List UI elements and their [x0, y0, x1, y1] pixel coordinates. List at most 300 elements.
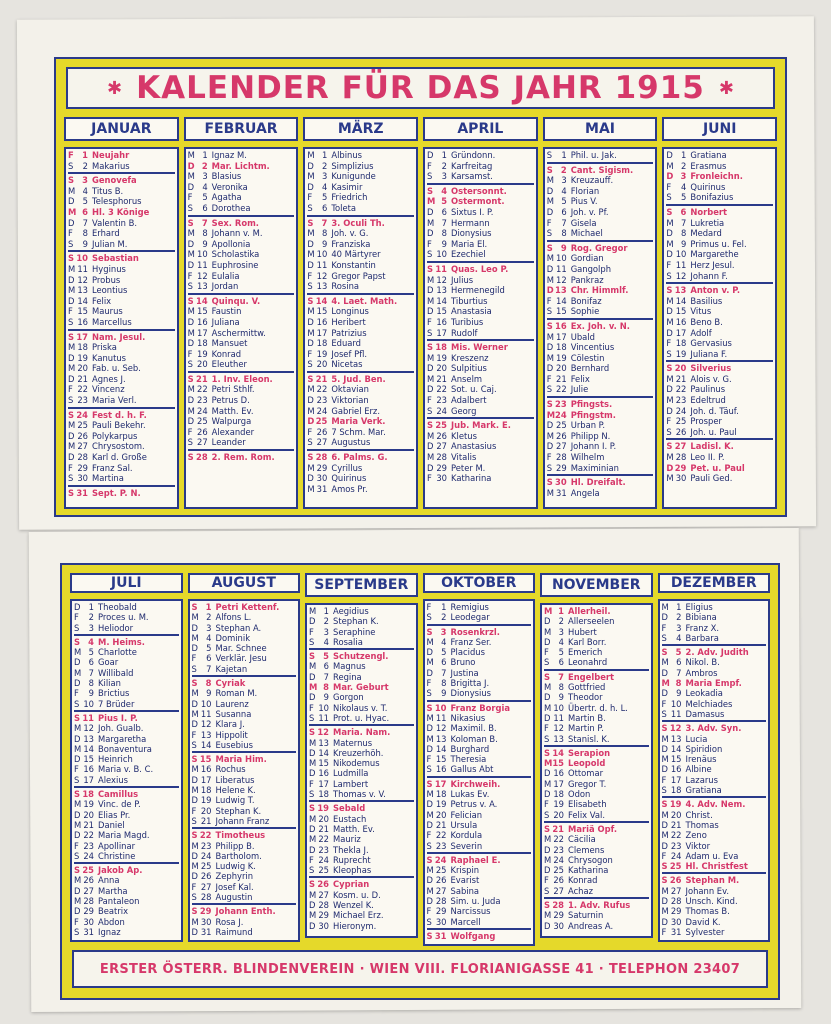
day-row: [74, 754, 179, 764]
week-block: [666, 285, 773, 362]
weekday-letter: M: [309, 682, 318, 693]
months-row-bottom: [70, 573, 770, 941]
day-number: 5: [206, 643, 212, 654]
saint-name: Stephan A.: [215, 622, 262, 633]
day-number: 18: [556, 342, 567, 353]
day-row: [192, 892, 297, 902]
weekday-letter: D: [546, 185, 554, 196]
weekday-letter: D: [309, 900, 316, 911]
day-number: 28: [83, 896, 94, 907]
day-number: 17: [553, 778, 564, 789]
saint-name: Felix Val.: [568, 809, 605, 820]
day-number: 25: [675, 416, 687, 427]
saint-name: Konstantin: [331, 259, 376, 270]
weekday-letter: D: [191, 795, 198, 806]
saint-name: Allerheil.: [568, 606, 611, 616]
day-row: [427, 713, 532, 723]
day-row: [666, 161, 773, 172]
weekday-letter: S: [187, 359, 193, 370]
day-number: 24: [436, 405, 448, 416]
day-row: [427, 420, 534, 431]
saint-name: Thomas B.: [685, 906, 730, 917]
day-number: 9: [82, 238, 88, 249]
day-row: [74, 820, 179, 830]
weekday-letter: S: [546, 306, 553, 317]
day-row: [192, 841, 297, 851]
day-number: 26: [435, 875, 447, 886]
saint-name: Ottomar: [568, 768, 604, 779]
week-block: [188, 374, 295, 451]
saint-name: Kreuzauff.: [570, 175, 614, 186]
day-row: [309, 661, 414, 671]
day-number: 20: [77, 363, 88, 374]
month-column: [188, 573, 301, 938]
day-number: 2: [681, 160, 687, 171]
day-number: 22: [197, 384, 208, 395]
weekday-letter: M: [74, 743, 82, 754]
weekday-letter: D: [74, 809, 81, 820]
day-row: [309, 834, 414, 844]
weekday-letter: S: [666, 441, 673, 452]
day-row: [544, 834, 649, 844]
day-number: 22: [436, 384, 448, 395]
day-row: [427, 161, 534, 172]
weekday-letter: S: [187, 373, 194, 384]
saint-name: 6. Palms. G.: [331, 452, 388, 463]
day-row: [309, 921, 414, 931]
saint-name: Sylvester: [685, 926, 725, 937]
day-number: 3: [561, 175, 567, 186]
day-row: [74, 875, 179, 885]
weekday-letter: M: [309, 834, 317, 845]
week-block: [427, 931, 532, 942]
saint-name: Angela: [570, 487, 600, 498]
saint-name: Aegidius: [333, 606, 369, 616]
saint-name: Makarius: [92, 160, 130, 171]
day-row: [427, 328, 534, 339]
saint-name: Martin B.: [568, 712, 606, 723]
day-number: 19: [200, 795, 212, 806]
week-block: [188, 452, 295, 464]
weekday-letter: D: [544, 865, 551, 876]
weekday-letter: M: [426, 712, 434, 723]
weekday-letter: S: [187, 437, 193, 448]
day-number: 3: [322, 171, 328, 182]
month-column: [540, 573, 653, 938]
weekday-letter: S: [187, 217, 194, 228]
day-number: 21: [670, 819, 682, 830]
day-number: 18: [670, 785, 682, 796]
day-row: [427, 207, 534, 218]
day-number: 15: [675, 306, 687, 317]
weekday-letter: F: [426, 602, 432, 612]
day-number: 17: [670, 774, 682, 785]
day-row: [74, 927, 179, 937]
saint-name: Philipp B.: [215, 840, 255, 851]
saint-name: Nikol. B.: [685, 657, 720, 668]
day-row: [666, 473, 773, 484]
week-block: [662, 723, 767, 798]
weekday-letter: S: [666, 426, 672, 437]
week-block: [192, 906, 297, 938]
weekday-letter: D: [426, 667, 433, 678]
day-row: [427, 810, 532, 820]
day-number: 19: [675, 348, 687, 359]
day-number: 26: [317, 879, 329, 890]
saint-name: Bernhard: [570, 363, 610, 374]
saint-name: Johann Enth.: [215, 906, 276, 917]
week-block: [544, 748, 649, 823]
week-block: [68, 175, 175, 252]
day-row: [309, 768, 414, 778]
day-number: 22: [435, 830, 447, 841]
saint-name: Valentin B.: [92, 217, 137, 228]
weekday-letter: M: [307, 384, 315, 395]
saint-name: Sabina: [450, 885, 480, 896]
week-block: [307, 296, 414, 373]
weekday-letter: D: [187, 395, 195, 406]
day-row: [547, 488, 654, 499]
day-row: [188, 328, 295, 339]
day-number: 6: [441, 657, 447, 668]
weekday-letter: S: [546, 228, 553, 239]
saint-name: Bonifaz: [570, 295, 602, 306]
weekday-letter: M: [187, 150, 195, 160]
day-row: [307, 281, 414, 292]
day-row: [74, 647, 179, 657]
saint-name: 3. Oculi Th.: [331, 217, 385, 228]
day-row: [427, 917, 532, 927]
day-number: 14: [315, 295, 328, 306]
saint-name: Mar. Schnee: [215, 643, 267, 654]
weekday-letter: S: [187, 281, 193, 292]
day-number: 4: [681, 181, 687, 192]
day-row: [427, 668, 532, 678]
day-number: 26: [436, 430, 448, 441]
day-number: 27: [553, 885, 564, 896]
day-number: 26: [556, 430, 567, 441]
weekday-letter: S: [661, 799, 668, 810]
day-row: [666, 328, 773, 339]
saint-name: Melchiades: [685, 698, 733, 709]
saint-name: Augustus: [331, 437, 371, 448]
saint-name: Anselm: [451, 373, 483, 384]
day-number: 10: [556, 253, 567, 264]
month-days: [423, 147, 538, 509]
day-number: 22: [556, 384, 567, 395]
saint-name: Johann Franz: [215, 815, 270, 826]
saint-name: Eulalia: [211, 270, 240, 281]
day-row: [544, 810, 649, 820]
saint-name: Johann F.: [690, 270, 728, 281]
weekday-letter: M: [544, 702, 552, 713]
saint-name: Pfingstm.: [570, 409, 616, 420]
day-number: 11: [553, 712, 564, 723]
day-number: 10: [436, 249, 448, 260]
weekday-letter: M: [544, 626, 552, 637]
day-number: 17: [675, 327, 687, 338]
weekday-letter: F: [74, 688, 79, 699]
weekday-letter: M: [191, 688, 199, 699]
day-row: [68, 228, 175, 239]
day-number: 27: [556, 441, 567, 452]
weekday-letter: D: [309, 823, 316, 834]
saint-name: 1. Inv. Eleon.: [211, 373, 273, 384]
saint-name: Prot. u. Hyac.: [333, 712, 390, 723]
day-number: 2: [676, 612, 682, 623]
saint-name: Leontius: [92, 285, 128, 296]
saint-name: Stephan K.: [333, 616, 379, 627]
day-row: [544, 855, 649, 865]
day-number: 21: [556, 373, 567, 384]
weekday-letter: S: [426, 916, 432, 927]
day-number: 1: [88, 602, 94, 612]
day-row: [188, 281, 295, 292]
saint-name: Ruprecht: [333, 854, 371, 865]
day-number: 16: [555, 320, 567, 331]
day-number: 28: [315, 452, 328, 463]
day-number: 2: [441, 160, 448, 171]
day-row: [666, 296, 773, 307]
weekday-letter: F: [68, 462, 73, 473]
day-number: 26: [197, 426, 208, 437]
weekday-letter: F: [309, 626, 314, 637]
month-name: MAI: [543, 117, 658, 141]
weekday-letter: S: [309, 712, 315, 723]
day-number: 9: [206, 688, 212, 699]
day-number: 13: [318, 737, 329, 748]
day-row: [309, 824, 414, 834]
weekday-letter: D: [187, 160, 195, 171]
day-row: [662, 917, 767, 927]
day-row: [192, 871, 297, 881]
day-row: [188, 406, 295, 417]
day-number: 4: [88, 636, 94, 647]
day-row: [307, 463, 414, 474]
day-number: 25: [82, 865, 94, 876]
day-row: [74, 668, 179, 678]
day-number: 2: [82, 160, 88, 171]
day-row: [427, 239, 534, 250]
day-row: [188, 171, 295, 182]
weekday-letter: M: [546, 430, 554, 441]
saint-name: Theresia: [450, 754, 487, 765]
day-number: 20: [83, 809, 94, 820]
day-number: 20: [674, 363, 687, 374]
saint-name: Proces u. M.: [98, 612, 149, 623]
day-row: [427, 896, 532, 906]
day-row: [662, 668, 767, 678]
day-number: 16: [670, 764, 682, 775]
day-number: 13: [435, 733, 447, 744]
weekday-letter: D: [544, 768, 551, 779]
day-number: 15: [316, 306, 328, 317]
day-row: [68, 275, 175, 286]
day-row: [427, 754, 532, 764]
weekday-letter: D: [426, 743, 433, 754]
day-number: 12: [556, 274, 567, 285]
day-number: 1: [205, 602, 212, 612]
day-row: [309, 890, 414, 900]
saint-name: Johann I. P.: [570, 441, 617, 452]
day-row: [544, 734, 649, 744]
day-row: [427, 886, 532, 896]
saint-name: Dionysius: [451, 228, 492, 239]
saint-name: Timotheus: [215, 830, 266, 841]
weekday-letter: F: [426, 830, 432, 841]
day-row: [192, 795, 297, 805]
day-row: [74, 657, 179, 667]
day-number: 30: [200, 916, 212, 927]
day-number: 4: [202, 181, 208, 192]
day-row: [74, 764, 179, 774]
saint-name: Euphrosine: [211, 259, 259, 270]
month-column: [64, 117, 179, 509]
day-row: [427, 473, 534, 484]
day-row: [74, 612, 179, 622]
day-row: [547, 186, 654, 197]
day-row: [427, 296, 534, 307]
saint-name: Kasimir: [331, 181, 363, 192]
week-block: [74, 789, 179, 864]
day-number: 29: [674, 462, 687, 473]
day-number: 23: [670, 840, 682, 851]
weekday-letter: S: [187, 452, 194, 463]
weekday-letter: D: [74, 657, 81, 668]
day-row: [427, 363, 534, 374]
day-row: [309, 606, 414, 616]
day-number: 9: [202, 238, 208, 249]
weekday-letter: M: [426, 885, 434, 896]
day-number: 1: [82, 150, 88, 160]
saint-name: Karl Borr.: [568, 636, 607, 647]
day-row: [666, 384, 773, 395]
day-number: 27: [436, 441, 448, 452]
week-block: [68, 332, 175, 409]
day-number: 5: [441, 647, 447, 658]
day-number: 13: [197, 281, 208, 292]
weekday-letter: D: [307, 259, 314, 270]
day-row: [68, 488, 175, 499]
weekday-letter: S: [309, 803, 316, 814]
weekday-letter: F: [427, 395, 432, 406]
saint-name: Blasius: [211, 171, 242, 182]
weekday-letter: M: [307, 171, 315, 182]
weekday-letter: F: [68, 150, 74, 160]
saint-name: Longinus: [331, 306, 369, 317]
weekday-letter: D: [68, 352, 75, 363]
day-row: [68, 196, 175, 207]
weekday-letter: F: [666, 416, 672, 427]
day-number: 30: [316, 473, 328, 484]
day-row: [307, 203, 414, 214]
saint-name: Sim. u. Juda: [450, 896, 501, 907]
weekday-letter: S: [666, 192, 672, 203]
day-row: [74, 841, 179, 851]
day-number: 22: [199, 830, 212, 841]
weekday-letter: S: [74, 850, 80, 861]
day-row: [309, 900, 414, 910]
saint-name: Leopold: [568, 758, 606, 769]
day-row: [68, 218, 175, 229]
saint-name: Michael: [570, 228, 603, 239]
saint-name: Jordan: [211, 281, 239, 292]
saint-name: Basilius: [690, 295, 723, 306]
day-row: [192, 927, 297, 937]
week-block: [666, 441, 773, 484]
weekday-letter: D: [191, 774, 198, 785]
saint-name: Genovefa: [92, 175, 137, 186]
day-number: 8: [561, 228, 567, 239]
saint-name: Wenzel K.: [333, 900, 374, 911]
weekday-letter: M: [661, 809, 669, 820]
day-row: [427, 306, 534, 317]
weekday-letter: D: [661, 916, 668, 927]
month-name: NOVEMBER: [540, 573, 653, 597]
day-row: [427, 841, 532, 851]
day-number: 29: [318, 910, 329, 921]
saint-name: Albine: [685, 764, 712, 775]
weekday-letter: D: [68, 373, 75, 384]
weekday-letter: S: [426, 612, 432, 623]
day-row: [427, 463, 534, 474]
day-number: 5: [323, 651, 329, 662]
day-row: [662, 820, 767, 830]
weekday-letter: M: [666, 217, 674, 228]
day-row: [188, 427, 295, 438]
saint-name: Burghard: [450, 743, 490, 754]
day-row: [74, 688, 179, 698]
weekday-letter: F: [427, 316, 432, 327]
weekday-letter: S: [68, 487, 75, 498]
day-row: [188, 349, 295, 360]
weekday-letter: F: [661, 622, 667, 633]
day-number: 1: [322, 150, 328, 160]
day-row: [309, 910, 414, 920]
day-row: [427, 249, 534, 260]
saint-name: Hermann: [451, 217, 490, 228]
day-row: [307, 484, 414, 495]
day-row: [547, 399, 654, 410]
saint-name: Scholastika: [211, 249, 260, 260]
saint-name: Neujahr: [92, 150, 130, 160]
day-number: 22: [553, 834, 564, 845]
day-row: [74, 810, 179, 820]
day-number: 24: [434, 854, 447, 865]
weekday-letter: S: [546, 150, 553, 160]
day-row: [662, 841, 767, 851]
weekday-letter: S: [307, 281, 313, 292]
weekday-letter: S: [544, 809, 550, 820]
day-number: 6: [561, 206, 567, 217]
weekday-letter: S: [427, 263, 434, 274]
day-row: [307, 161, 414, 172]
day-row: [544, 627, 649, 637]
day-number: 22: [316, 384, 328, 395]
day-number: 25: [435, 865, 447, 876]
day-number: 6: [202, 202, 208, 213]
weekday-letter: M: [307, 306, 315, 317]
weekday-letter: M: [544, 834, 552, 845]
weekday-letter: S: [426, 778, 433, 789]
saint-name: Gratiana: [685, 785, 722, 796]
weekday-letter: S: [68, 238, 74, 249]
day-number: 4: [561, 185, 567, 196]
day-row: [74, 602, 179, 612]
day-row: [307, 192, 414, 203]
week-block: [427, 602, 532, 626]
week-block: [666, 363, 773, 440]
